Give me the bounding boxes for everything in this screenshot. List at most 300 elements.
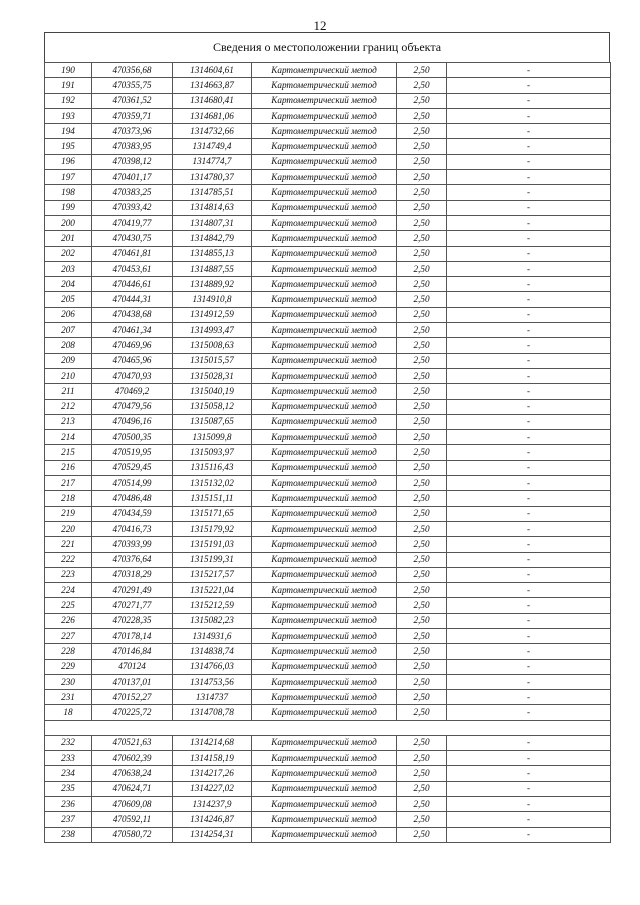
x-coordinate-cell: 470383,25 (92, 185, 173, 200)
method-cell: Картометрический метод (252, 384, 397, 399)
description-cell: - (447, 261, 611, 276)
accuracy-cell: 2,50 (397, 78, 447, 93)
point-number-cell: 236 (45, 796, 92, 811)
method-cell: Картометрический метод (252, 537, 397, 552)
table-row (45, 460, 611, 475)
table-row (45, 139, 611, 154)
y-coordinate-cell: 1315028,31 (173, 368, 252, 383)
table-row (45, 506, 611, 521)
x-coordinate-cell: 470496,16 (92, 414, 173, 429)
table-row (45, 246, 611, 261)
accuracy-cell: 2,50 (397, 751, 447, 766)
y-coordinate-cell: 1314737 (173, 690, 252, 705)
y-coordinate-cell: 1314254,31 (173, 827, 252, 842)
y-coordinate-cell: 1314931,6 (173, 628, 252, 643)
point-number-cell: 209 (45, 353, 92, 368)
method-cell: Картометрический метод (252, 414, 397, 429)
method-cell: Картометрический метод (252, 231, 397, 246)
description-cell: - (447, 353, 611, 368)
point-number-cell: 199 (45, 200, 92, 215)
method-cell: Картометрический метод (252, 827, 397, 842)
accuracy-cell: 2,50 (397, 200, 447, 215)
accuracy-cell: 2,50 (397, 307, 447, 322)
y-coordinate-cell: 1315093,97 (173, 445, 252, 460)
accuracy-cell: 2,50 (397, 705, 447, 720)
y-coordinate-cell: 1314158,19 (173, 751, 252, 766)
y-coordinate-cell: 1315015,57 (173, 353, 252, 368)
accuracy-cell: 2,50 (397, 552, 447, 567)
point-number-cell: 200 (45, 215, 92, 230)
point-number-cell: 221 (45, 537, 92, 552)
accuracy-cell: 2,50 (397, 445, 447, 460)
method-cell: Картометрический метод (252, 812, 397, 827)
point-number-cell: 224 (45, 583, 92, 598)
method-cell: Картометрический метод (252, 93, 397, 108)
table-row (45, 812, 611, 827)
method-cell: Картометрический метод (252, 659, 397, 674)
accuracy-cell: 2,50 (397, 292, 447, 307)
table-row (45, 781, 611, 796)
table-row (45, 63, 611, 78)
table-row (45, 338, 611, 353)
x-coordinate-cell: 470500,35 (92, 430, 173, 445)
method-cell: Картометрический метод (252, 430, 397, 445)
accuracy-cell: 2,50 (397, 766, 447, 781)
accuracy-cell: 2,50 (397, 583, 447, 598)
y-coordinate-cell: 1314217,26 (173, 766, 252, 781)
coordinates-table (44, 62, 611, 843)
point-number-cell: 211 (45, 384, 92, 399)
x-coordinate-cell: 470453,61 (92, 261, 173, 276)
y-coordinate-cell: 1314663,87 (173, 78, 252, 93)
x-coordinate-cell: 470461,81 (92, 246, 173, 261)
point-number-cell: 223 (45, 567, 92, 582)
point-number-cell: 203 (45, 261, 92, 276)
table-row (45, 215, 611, 230)
table-row (45, 353, 611, 368)
description-cell: - (447, 521, 611, 536)
method-cell: Картометрический метод (252, 154, 397, 169)
description-cell: - (447, 338, 611, 353)
description-cell: - (447, 246, 611, 261)
method-cell: Картометрический метод (252, 445, 397, 460)
y-coordinate-cell: 1315099,8 (173, 430, 252, 445)
description-cell: - (447, 735, 611, 750)
x-coordinate-cell: 470446,61 (92, 277, 173, 292)
point-number-cell: 195 (45, 139, 92, 154)
point-number-cell: 238 (45, 827, 92, 842)
table-row (45, 552, 611, 567)
method-cell: Картометрический метод (252, 567, 397, 582)
point-number-cell: 212 (45, 399, 92, 414)
table-row (45, 170, 611, 185)
description-cell: - (447, 506, 611, 521)
x-coordinate-cell: 470470,93 (92, 368, 173, 383)
point-number-cell: 198 (45, 185, 92, 200)
table-row (45, 674, 611, 689)
x-coordinate-cell: 470376,64 (92, 552, 173, 567)
x-coordinate-cell: 470521,63 (92, 735, 173, 750)
table-row (45, 766, 611, 781)
description-cell: - (447, 705, 611, 720)
x-coordinate-cell: 470438,68 (92, 307, 173, 322)
description-cell: - (447, 552, 611, 567)
accuracy-cell: 2,50 (397, 506, 447, 521)
y-coordinate-cell: 1314237,9 (173, 796, 252, 811)
method-cell: Картометрический метод (252, 215, 397, 230)
description-cell: - (447, 751, 611, 766)
y-coordinate-cell: 1314807,31 (173, 215, 252, 230)
table-gap (45, 720, 611, 735)
x-coordinate-cell: 470225,72 (92, 705, 173, 720)
accuracy-cell: 2,50 (397, 170, 447, 185)
accuracy-cell: 2,50 (397, 261, 447, 276)
x-coordinate-cell: 470383,95 (92, 139, 173, 154)
point-number-cell: 190 (45, 63, 92, 78)
table-row (45, 307, 611, 322)
y-coordinate-cell: 1314246,87 (173, 812, 252, 827)
point-number-cell: 220 (45, 521, 92, 536)
method-cell: Картометрический метод (252, 246, 397, 261)
point-number-cell: 226 (45, 613, 92, 628)
table-body-second (45, 735, 611, 842)
description-cell: - (447, 766, 611, 781)
y-coordinate-cell: 1314732,66 (173, 124, 252, 139)
y-coordinate-cell: 1315212,59 (173, 598, 252, 613)
y-coordinate-cell: 1314855,13 (173, 246, 252, 261)
description-cell: - (447, 323, 611, 338)
table-title: Сведения о местоположении границ объекта (44, 32, 610, 62)
table-row (45, 261, 611, 276)
description-cell: - (447, 277, 611, 292)
description-cell: - (447, 384, 611, 399)
method-cell: Картометрический метод (252, 705, 397, 720)
table-row (45, 598, 611, 613)
point-number-cell: 207 (45, 323, 92, 338)
description-cell: - (447, 476, 611, 491)
description-cell: - (447, 368, 611, 383)
method-cell: Картометрический метод (252, 628, 397, 643)
point-number-cell: 191 (45, 78, 92, 93)
x-coordinate-cell: 470638,24 (92, 766, 173, 781)
accuracy-cell: 2,50 (397, 812, 447, 827)
table-row (45, 185, 611, 200)
accuracy-cell: 2,50 (397, 735, 447, 750)
accuracy-cell: 2,50 (397, 827, 447, 842)
table-row (45, 751, 611, 766)
x-coordinate-cell: 470465,96 (92, 353, 173, 368)
x-coordinate-cell: 470361,52 (92, 93, 173, 108)
method-cell: Картометрический метод (252, 796, 397, 811)
table-row (45, 93, 611, 108)
table-row (45, 735, 611, 750)
y-coordinate-cell: 1314680,41 (173, 93, 252, 108)
point-number-cell: 213 (45, 414, 92, 429)
y-coordinate-cell: 1314887,55 (173, 261, 252, 276)
accuracy-cell: 2,50 (397, 399, 447, 414)
description-cell: - (447, 307, 611, 322)
y-coordinate-cell: 1315058,12 (173, 399, 252, 414)
description-cell: - (447, 231, 611, 246)
point-number-cell: 232 (45, 735, 92, 750)
accuracy-cell: 2,50 (397, 659, 447, 674)
x-coordinate-cell: 470609,08 (92, 796, 173, 811)
x-coordinate-cell: 470444,31 (92, 292, 173, 307)
accuracy-cell: 2,50 (397, 323, 447, 338)
table-row (45, 613, 611, 628)
x-coordinate-cell: 470356,68 (92, 63, 173, 78)
description-cell: - (447, 399, 611, 414)
x-coordinate-cell: 470592,11 (92, 812, 173, 827)
table-row (45, 537, 611, 552)
table-row (45, 414, 611, 429)
y-coordinate-cell: 1315132,02 (173, 476, 252, 491)
description-cell: - (447, 827, 611, 842)
point-number-cell: 217 (45, 476, 92, 491)
table-row (45, 323, 611, 338)
accuracy-cell: 2,50 (397, 521, 447, 536)
table-row (45, 796, 611, 811)
method-cell: Картометрический метод (252, 185, 397, 200)
y-coordinate-cell: 1314604,61 (173, 63, 252, 78)
table-row (45, 567, 611, 582)
y-coordinate-cell: 1315221,04 (173, 583, 252, 598)
accuracy-cell: 2,50 (397, 628, 447, 643)
y-coordinate-cell: 1314993,47 (173, 323, 252, 338)
y-coordinate-cell: 1314766,03 (173, 659, 252, 674)
accuracy-cell: 2,50 (397, 384, 447, 399)
point-number-cell: 218 (45, 491, 92, 506)
point-number-cell: 233 (45, 751, 92, 766)
point-number-cell: 215 (45, 445, 92, 460)
gap-cell (45, 720, 611, 735)
y-coordinate-cell: 1314842,79 (173, 231, 252, 246)
boundary-table-container (44, 32, 610, 843)
description-cell: - (447, 124, 611, 139)
y-coordinate-cell: 1314214,68 (173, 735, 252, 750)
x-coordinate-cell: 470624,71 (92, 781, 173, 796)
x-coordinate-cell: 470479,56 (92, 399, 173, 414)
accuracy-cell: 2,50 (397, 353, 447, 368)
y-coordinate-cell: 1315217,57 (173, 567, 252, 582)
method-cell: Картометрический метод (252, 644, 397, 659)
x-coordinate-cell: 470137,01 (92, 674, 173, 689)
y-coordinate-cell: 1315199,31 (173, 552, 252, 567)
y-coordinate-cell: 1314749,4 (173, 139, 252, 154)
y-coordinate-cell: 1315116,43 (173, 460, 252, 475)
method-cell: Картометрический метод (252, 338, 397, 353)
table-row (45, 231, 611, 246)
method-cell: Картометрический метод (252, 399, 397, 414)
point-number-cell: 202 (45, 246, 92, 261)
accuracy-cell: 2,50 (397, 368, 447, 383)
method-cell: Картометрический метод (252, 521, 397, 536)
table-row (45, 628, 611, 643)
method-cell: Картометрический метод (252, 78, 397, 93)
description-cell: - (447, 445, 611, 460)
x-coordinate-cell: 470373,96 (92, 124, 173, 139)
table-row (45, 430, 611, 445)
point-number-cell: 230 (45, 674, 92, 689)
accuracy-cell: 2,50 (397, 139, 447, 154)
x-coordinate-cell: 470519,95 (92, 445, 173, 460)
method-cell: Картометрический метод (252, 200, 397, 215)
method-cell: Картометрический метод (252, 598, 397, 613)
accuracy-cell: 2,50 (397, 414, 447, 429)
x-coordinate-cell: 470469,96 (92, 338, 173, 353)
point-number-cell: 228 (45, 644, 92, 659)
x-coordinate-cell: 470461,34 (92, 323, 173, 338)
description-cell: - (447, 674, 611, 689)
y-coordinate-cell: 1314780,37 (173, 170, 252, 185)
method-cell: Картометрический метод (252, 124, 397, 139)
x-coordinate-cell: 470430,75 (92, 231, 173, 246)
method-cell: Картометрический метод (252, 63, 397, 78)
accuracy-cell: 2,50 (397, 277, 447, 292)
table-row (45, 78, 611, 93)
method-cell: Картометрический метод (252, 323, 397, 338)
description-cell: - (447, 659, 611, 674)
y-coordinate-cell: 1315082,23 (173, 613, 252, 628)
x-coordinate-cell: 470228,35 (92, 613, 173, 628)
method-cell: Картометрический метод (252, 460, 397, 475)
description-cell: - (447, 491, 611, 506)
accuracy-cell: 2,50 (397, 598, 447, 613)
x-coordinate-cell: 470271,77 (92, 598, 173, 613)
table-row (45, 399, 611, 414)
accuracy-cell: 2,50 (397, 674, 447, 689)
description-cell: - (447, 414, 611, 429)
accuracy-cell: 2,50 (397, 781, 447, 796)
table-row (45, 200, 611, 215)
x-coordinate-cell: 470434,59 (92, 506, 173, 521)
table-row (45, 690, 611, 705)
description-cell: - (447, 185, 611, 200)
x-coordinate-cell: 470469,2 (92, 384, 173, 399)
description-cell: - (447, 583, 611, 598)
x-coordinate-cell: 470401,17 (92, 170, 173, 185)
method-cell: Картометрический метод (252, 690, 397, 705)
point-number-cell: 193 (45, 108, 92, 123)
accuracy-cell: 2,50 (397, 185, 447, 200)
y-coordinate-cell: 1314774,7 (173, 154, 252, 169)
table-row (45, 384, 611, 399)
table-row (45, 154, 611, 169)
table-row (45, 583, 611, 598)
table-row (45, 521, 611, 536)
method-cell: Картометрический метод (252, 583, 397, 598)
point-number-cell: 235 (45, 781, 92, 796)
description-cell: - (447, 139, 611, 154)
point-number-cell: 196 (45, 154, 92, 169)
table-row (45, 108, 611, 123)
y-coordinate-cell: 1314227,02 (173, 781, 252, 796)
method-cell: Картометрический метод (252, 613, 397, 628)
method-cell: Картометрический метод (252, 781, 397, 796)
x-coordinate-cell: 470146,84 (92, 644, 173, 659)
table-row (45, 445, 611, 460)
accuracy-cell: 2,50 (397, 460, 447, 475)
y-coordinate-cell: 1314814,63 (173, 200, 252, 215)
point-number-cell: 204 (45, 277, 92, 292)
table-row (45, 368, 611, 383)
description-cell: - (447, 93, 611, 108)
description-cell: - (447, 644, 611, 659)
accuracy-cell: 2,50 (397, 338, 447, 353)
accuracy-cell: 2,50 (397, 246, 447, 261)
x-coordinate-cell: 470124 (92, 659, 173, 674)
point-number-cell: 208 (45, 338, 92, 353)
table-row (45, 292, 611, 307)
point-number-cell: 194 (45, 124, 92, 139)
accuracy-cell: 2,50 (397, 476, 447, 491)
description-cell: - (447, 430, 611, 445)
description-cell: - (447, 78, 611, 93)
point-number-cell: 216 (45, 460, 92, 475)
table-row (45, 659, 611, 674)
description-cell: - (447, 567, 611, 582)
x-coordinate-cell: 470291,49 (92, 583, 173, 598)
accuracy-cell: 2,50 (397, 231, 447, 246)
y-coordinate-cell: 1315179,92 (173, 521, 252, 536)
description-cell: - (447, 690, 611, 705)
description-cell: - (447, 796, 611, 811)
x-coordinate-cell: 470416,73 (92, 521, 173, 536)
method-cell: Картометрический метод (252, 735, 397, 750)
point-number-cell: 197 (45, 170, 92, 185)
accuracy-cell: 2,50 (397, 567, 447, 582)
y-coordinate-cell: 1315191,03 (173, 537, 252, 552)
description-cell: - (447, 292, 611, 307)
method-cell: Картометрический метод (252, 108, 397, 123)
method-cell: Картометрический метод (252, 766, 397, 781)
accuracy-cell: 2,50 (397, 63, 447, 78)
description-cell: - (447, 108, 611, 123)
point-number-cell: 210 (45, 368, 92, 383)
accuracy-cell: 2,50 (397, 613, 447, 628)
point-number-cell: 222 (45, 552, 92, 567)
method-cell: Картометрический метод (252, 170, 397, 185)
method-cell: Картометрический метод (252, 139, 397, 154)
x-coordinate-cell: 470529,45 (92, 460, 173, 475)
method-cell: Картометрический метод (252, 491, 397, 506)
accuracy-cell: 2,50 (397, 537, 447, 552)
description-cell: - (447, 628, 611, 643)
description-cell: - (447, 613, 611, 628)
description-cell: - (447, 154, 611, 169)
page-number: 12 (313, 18, 327, 33)
y-coordinate-cell: 1315087,65 (173, 414, 252, 429)
accuracy-cell: 2,50 (397, 796, 447, 811)
method-cell: Картометрический метод (252, 353, 397, 368)
accuracy-cell: 2,50 (397, 690, 447, 705)
description-cell: - (447, 215, 611, 230)
point-number-cell: 234 (45, 766, 92, 781)
method-cell: Картометрический метод (252, 277, 397, 292)
accuracy-cell: 2,50 (397, 93, 447, 108)
x-coordinate-cell: 470602,39 (92, 751, 173, 766)
method-cell: Картометрический метод (252, 552, 397, 567)
table-gap-row (45, 720, 611, 735)
accuracy-cell: 2,50 (397, 430, 447, 445)
method-cell: Картометрический метод (252, 476, 397, 491)
x-coordinate-cell: 470359,71 (92, 108, 173, 123)
table-body-first (45, 63, 611, 721)
x-coordinate-cell: 470178,14 (92, 628, 173, 643)
point-number-cell: 227 (45, 628, 92, 643)
description-cell: - (447, 63, 611, 78)
description-cell: - (447, 598, 611, 613)
